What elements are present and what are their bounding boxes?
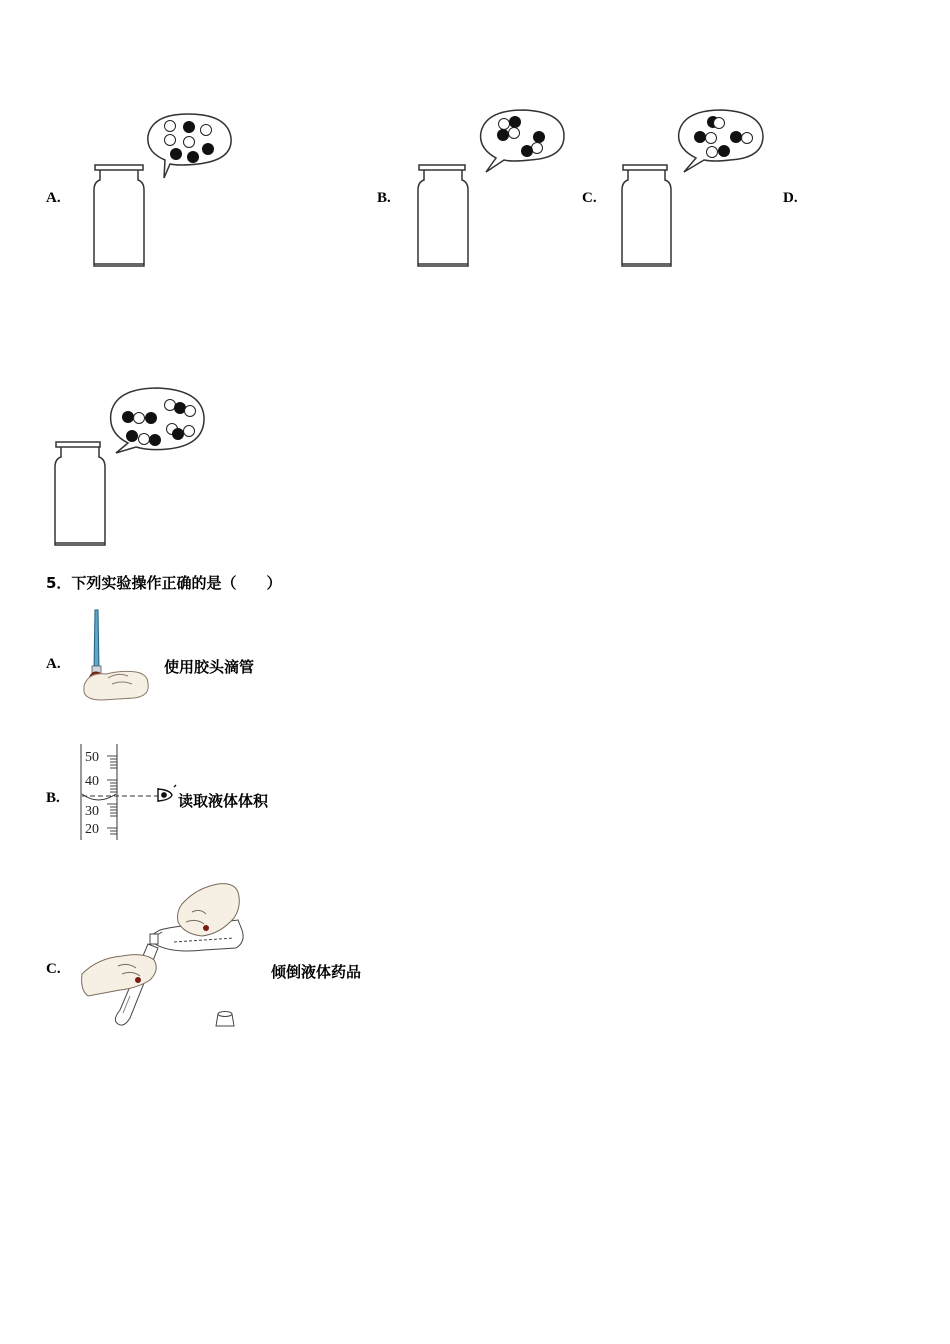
q5-option-c-caption: 倾倒液体药品 (271, 963, 362, 981)
q4-option-c-label: C. (582, 190, 597, 206)
scale-tick-label: 30 (85, 804, 99, 819)
hand-icon (84, 671, 148, 700)
q5-question-text: 5．下列实验操作正确的是（ ） (46, 574, 282, 592)
q5-option-a-label: A. (46, 656, 61, 672)
q4-option-b-label: B. (377, 190, 391, 206)
scale-tick-label: 50 (85, 750, 99, 765)
q5-option-b-caption: 读取液体体积 (178, 792, 269, 810)
q4-option-a-diagram (90, 108, 240, 270)
speech-bubble-icon (111, 388, 204, 453)
q4-option-b-diagram (412, 108, 572, 270)
gas-bottle-icon (94, 165, 144, 266)
dropper-usage-illustration (78, 608, 156, 704)
graduated-cylinder-illustration (78, 742, 182, 844)
scale-tick-label: 20 (85, 822, 99, 837)
q4-option-a-label: A. (46, 190, 61, 206)
eye-icon (158, 785, 176, 802)
q4-option-d-diagram (50, 385, 210, 550)
bottle-stopper-icon (216, 1012, 234, 1027)
q4-option-d-label: D. (783, 190, 798, 206)
pouring-liquid-illustration (78, 878, 250, 1032)
speech-bubble-icon (679, 110, 763, 172)
speech-bubble-icon (481, 110, 564, 172)
q5-option-a-caption: 使用胶头滴管 (164, 658, 255, 676)
gas-bottle-icon (418, 165, 468, 266)
gas-bottle-icon (55, 442, 105, 545)
speech-bubble-icon (148, 114, 231, 178)
q5-option-b-label: B. (46, 790, 60, 806)
scale-tick-label: 40 (85, 774, 99, 789)
q5-option-c-label: C. (46, 961, 61, 977)
gas-bottle-icon (622, 165, 671, 266)
q4-option-c-diagram (616, 108, 776, 270)
hand-icon (82, 955, 157, 996)
